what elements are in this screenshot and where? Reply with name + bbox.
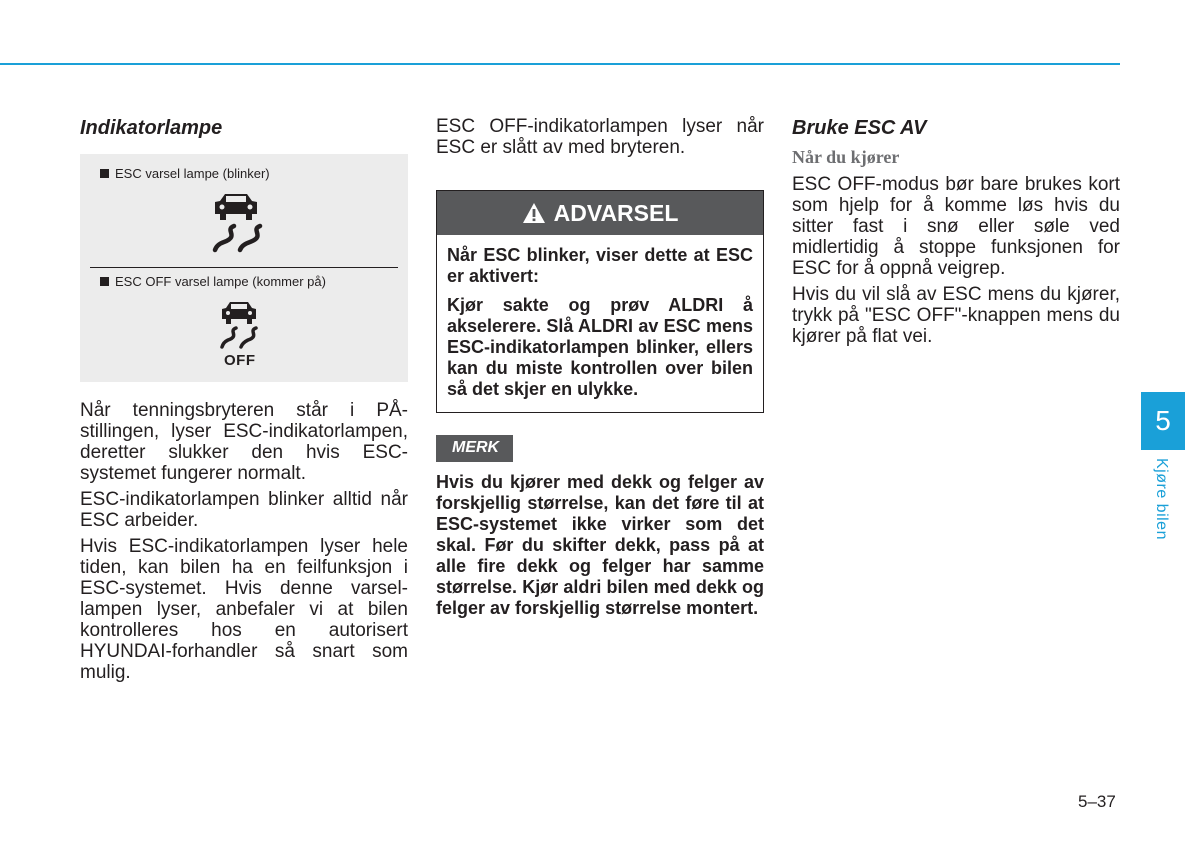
- warning-header: [437, 191, 763, 235]
- paragraph: ESC-indikatorlampen blinker alltid når ESC arbeider.: [80, 489, 408, 531]
- top-rule: [0, 63, 1120, 65]
- figure-divider: [90, 267, 398, 268]
- section-heading-indikatorlampe: Indikatorlampe: [80, 117, 223, 139]
- indicator-figure: [80, 154, 408, 382]
- paragraph: Hvis ESC-indikatorlampen lyser hele tiden, kan bilen ha en feilfunksjon i ESC-systemet. Hvis denne varsel-lampen lyser, anbefaler vi at bilen kontrolleres hos en autorisert HYUNDAI-forhandler så snart som mulig.: [80, 536, 408, 683]
- paragraph: ESC OFF-modus bør bare brukes kort som hjelp for å komme løs hvis du sitter fast i snø eller søle ved midlertidig å stoppe funksjonen for ESC for å oppnå veigrep.: [792, 174, 1120, 279]
- page-number: 5–37: [1078, 792, 1116, 811]
- warning-paragraph: Kjør sakte og prøv ALDRI å akselerere. Slå ALDRI av ESC mens ESC-indikatorlampen blinker, ellers kan du miste kontrollen over bilen så det skjer en ulykke.: [447, 295, 753, 399]
- subheading: Når du kjører: [792, 147, 900, 167]
- note-badge: MERK: [436, 435, 513, 462]
- column-left: [80, 114, 408, 688]
- warning-body: [437, 235, 763, 412]
- paragraph: ESC OFF-indikatorlampen lyser når ESC er slått av med bryteren.: [436, 116, 764, 158]
- esc-off-skid-car-icon: [218, 300, 266, 350]
- square-bullet-icon: [100, 277, 109, 286]
- chapter-label: Kjøre bilen: [1153, 458, 1170, 540]
- off-indicator-text: OFF: [224, 352, 256, 369]
- warning-triangle-icon: [522, 202, 546, 224]
- note-text: Hvis du kjører med dekk og felger av forskjellig størrelse, kan det føre til at ESC-systemet ikke virker som det skal. Før du skifter dekk, pass på at alle fire dekk og felger har samme størrelse. Kjør aldri bilen med dekk og felger av forskjellig størrelse montert.: [436, 472, 764, 618]
- figure-label-esc-off: ESC OFF varsel lampe (kommer på): [100, 274, 326, 290]
- square-bullet-icon: [100, 169, 109, 178]
- section-heading-bruke-esc-av: Bruke ESC AV: [792, 117, 927, 139]
- warning-paragraph: Når ESC blinker, viser dette at ESC er aktivert:: [447, 245, 753, 286]
- column-right: [792, 114, 1120, 352]
- chapter-tab: 5: [1141, 392, 1185, 450]
- warning-title: ADVARSEL: [553, 199, 679, 226]
- paragraph: Hvis du vil slå av ESC mens du kjører, trykk på "ESC OFF"-knappen mens du kjører på flat vei.: [792, 284, 1120, 347]
- warning-box: [436, 190, 764, 413]
- column-middle: [436, 114, 764, 619]
- paragraph: Når tenningsbryteren står i PÅ-stillingen, lyser ESC-indikatorlampen, deretter slukker den hvis ESC-systemet fungerer normalt.: [80, 400, 408, 484]
- figure-label-esc: ESC varsel lampe (blinker): [100, 166, 270, 182]
- esc-skid-car-icon: [210, 190, 276, 256]
